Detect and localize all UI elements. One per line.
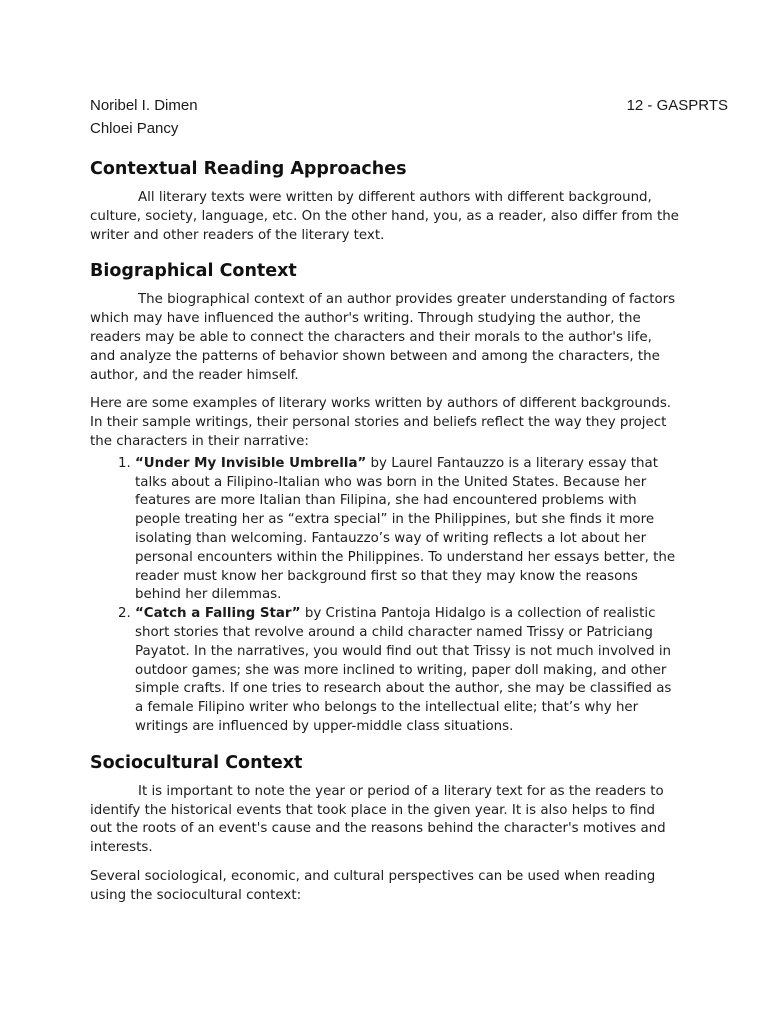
list-item [135, 455, 680, 605]
biographical-paragraph: The biographical context of an author provides greater understanding of factors which may have influenced the author's writing. Through studying the author, the readers may be able to connect the characters and their morals to the author's life, and analyze the patterns of behavior shown between and among the characters, the author, and the reader himself. [90, 292, 676, 383]
work-title: “Under My Invisible Umbrella” [135, 455, 367, 471]
page-title: Contextual Reading Approaches [90, 159, 407, 179]
document-header [90, 95, 728, 141]
list-item [135, 605, 680, 737]
work-title: “Catch a Falling Star” [135, 606, 301, 622]
biographical-heading: Biographical Context [90, 261, 297, 282]
sociocultural-heading: Sociocultural Context [90, 752, 303, 773]
perspectives-intro-paragraph: Several sociological, economic, and cultural perspectives can be used when reading using the sociocultural context: [90, 868, 656, 903]
sociocultural-paragraph: It is important to note the year or period of a literary text for as the readers to identify the historical events that took place in the given year. It is also helps to find out the roots of an event's cause and the reasons behind the character's motives and interests. [90, 783, 666, 856]
document-content [90, 95, 728, 906]
class-section: 12 - GASPRTS [626, 97, 728, 114]
examples-list [90, 455, 680, 737]
work-description: by Laurel Fantauzzo is a literary essay that talks about a Filipino-Italian who was born in the United States. Because her features are more Italian than Filipina, she had encountered problems with people treating her as “extra special” in the Philippines, but she finds it more isolating than welcoming. Fantauzzo’s way of writing reflects a lot about her personal encounters within the Philippines. To understand her essays better, the reader must know her background first so that they may know the reasons behind her dilemmas. [135, 455, 676, 603]
author-block [90, 95, 198, 141]
examples-intro-paragraph: Here are some examples of literary works written by authors of different backgrounds. In their sample writings, their personal stories and beliefs reflect the way they project the characters in their narrative: [90, 396, 672, 449]
author-name-2: Chloei Pancy [90, 120, 179, 137]
work-description: by Cristina Pantoja Hidalgo is a collection of realistic short stories that revolve around a child character named Trissy or Patriciang Payatot. In the narratives, you would find out that Trissy is not much involved in outdoor games; she was more inclined to writing, paper doll making, and other simple crafts. If one tries to research about the author, she may be classified as a female Filipino writer who belongs to the intellectual elite; that’s why her writings are influenced by upper-middle class situations. [135, 606, 672, 734]
intro-paragraph: All literary texts were written by different authors with different background, culture, society, language, etc. On the other hand, you, as a reader, also differ from the writer and other readers of the literary text. [90, 190, 679, 243]
author-name-1: Noribel I. Dimen [90, 97, 198, 114]
